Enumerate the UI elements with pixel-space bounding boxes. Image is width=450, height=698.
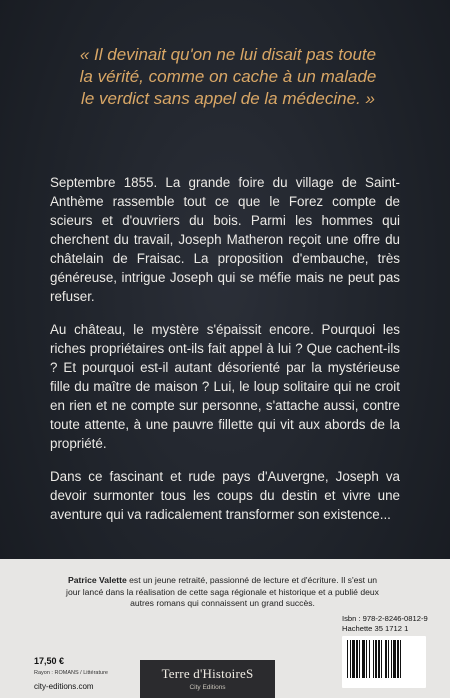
synopsis-paragraph-2: Au château, le mystère s'épaissit encore. Pourquoi les riches propriétaires ont-ils fait appel à lui ? Que cachent-ils ? Et pourquoi est-il autant désorienté par la mystérieuse fille du maître de maison ? Lui, le loup solitaire qui ne croit en rien et ne compte sur personne, s'attache aussi, contre toute attente, à une pauvre fillette qui vit aux abords de la propriété. [50,322,400,451]
author-name: Patrice Valette [67,575,127,585]
barcode-bar [350,640,351,678]
publisher-logo [140,660,275,698]
synopsis [50,173,400,538]
price: 17,50 € [34,656,65,666]
barcode-bar [356,640,358,678]
hachette-code: Hachette 35 1712 1 [342,624,409,633]
barcode-bar [369,640,370,678]
barcode-bar [381,640,382,678]
barcode-bar [375,640,377,678]
barcode-bar [400,640,401,678]
barcode-bar [397,640,399,678]
barcode-bar [385,640,387,678]
author-bio-text: est un jeune retraité, passionné de lecture et d'écriture. Il s'est un jour lancé dans la réalisation de cette saga régionale et historique et a publié deux autres romans qui connaissent un grand succès. [66,575,379,608]
author-bio [60,575,385,610]
barcode-bar [362,640,365,678]
barcode-bar [352,640,355,678]
barcode-bar [373,640,374,678]
publisher-website: city-editions.com [34,682,94,691]
quote-line-2: la vérité, comme on cache à un malade [79,67,377,86]
barcode-bar [347,640,348,678]
barcode-bar [359,640,360,678]
publisher-imprint: City Editions [189,684,226,691]
rayon-label: Rayon : ROMANS / Littérature [34,670,108,676]
barcode-bar [391,640,392,678]
quote-line-1: « Il devinait qu'on ne lui disait pas toute [79,45,377,64]
barcode-bar [378,640,380,678]
barcode-bar [393,640,396,678]
synopsis-paragraph-3: Dans ce fascinant et rude pays d'Auvergne, Joseph va devoir surmonter tous les coups du destin et vivre une aventure qui va radicalement transformer son existence... [50,469,400,522]
isbn-number: Isbn : 978-2-8246-0812-9 [342,614,428,623]
pull-quote [58,44,398,110]
isbn-block [342,614,428,634]
barcode [342,636,426,688]
barcode-graphic [342,636,426,688]
barcode-bar [366,640,367,678]
barcode-bar [388,640,389,678]
synopsis-paragraph-1: Septembre 1855. La grande foire du village de Saint-Anthème rassemble tout ce que le Forez compte de scieurs et d'ouvriers du bois. Parmi les hommes qui cherchent du travail, Joseph Matheron reçoit une offre du châtelain de Fraisac. La proposition d'embauche, très généreuse, intrigue Joseph qui se méfie mais ne peut pas refuser. [50,175,400,304]
quote-line-3: le verdict sans appel de la médecine. » [81,89,375,108]
publisher-name: Terre d'HistoireS [161,666,254,681]
